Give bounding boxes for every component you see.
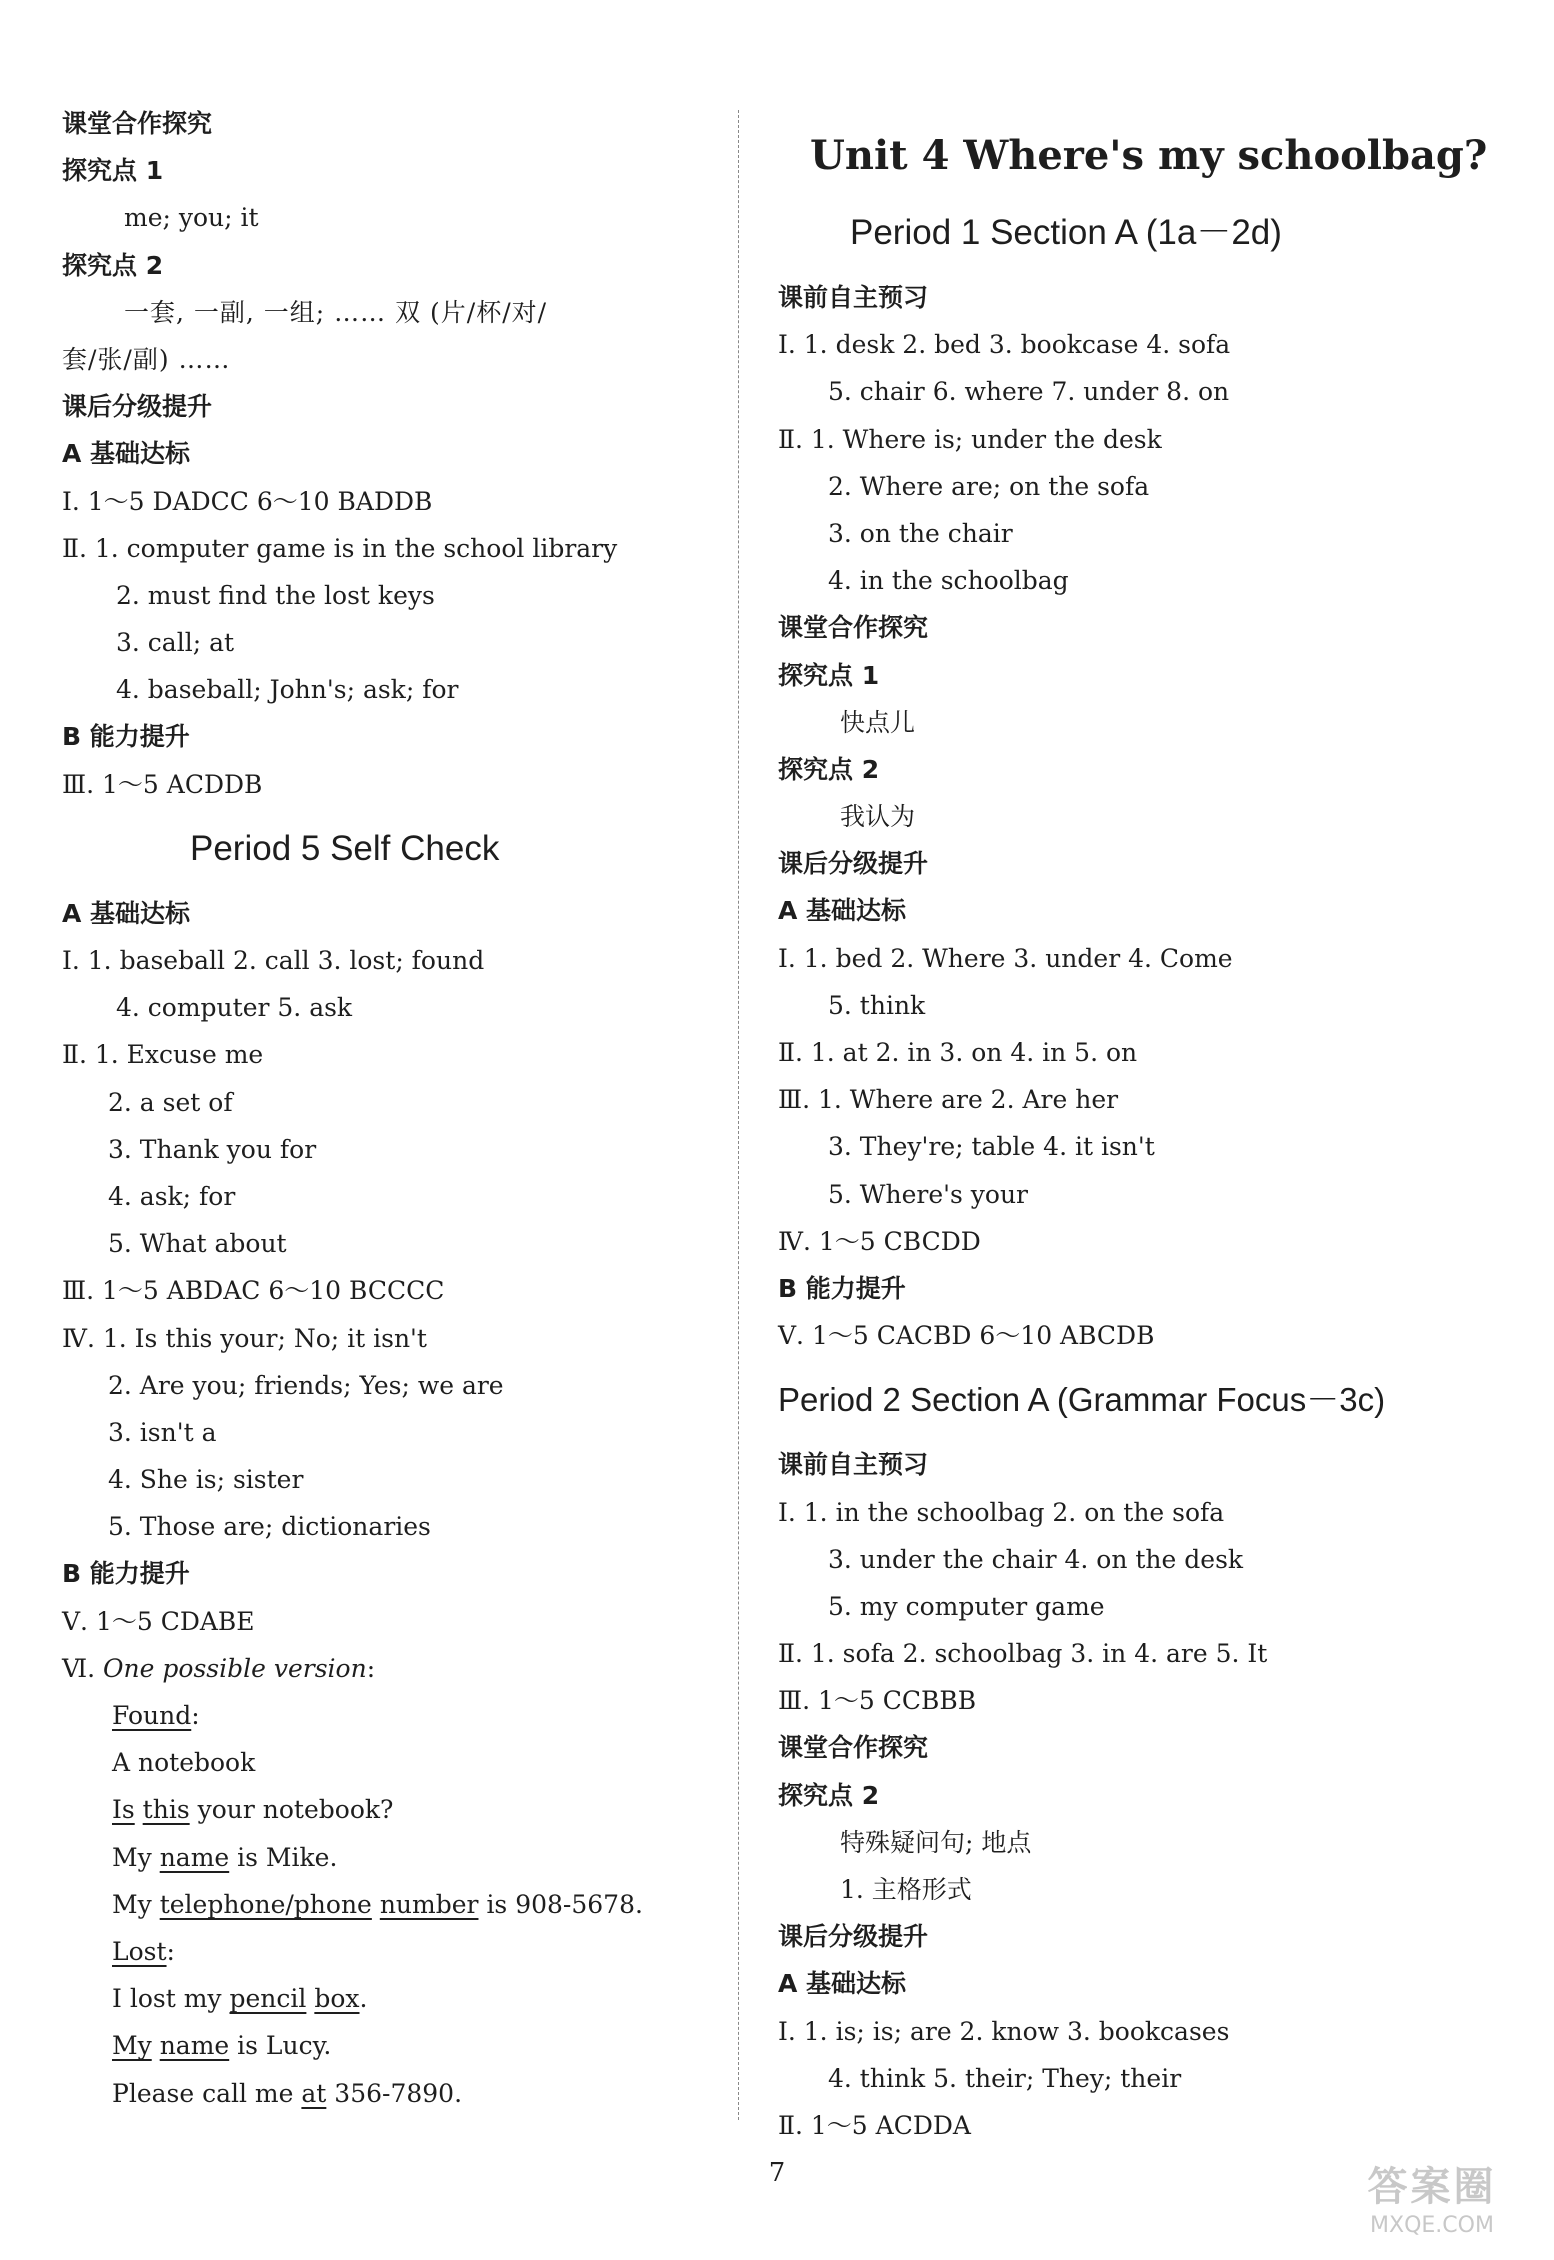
answer-line: 3. under the chair 4. on the desk bbox=[828, 1544, 1244, 1574]
answer-line: Ⅳ. 1. Is this your; No; it isn't bbox=[62, 1323, 427, 1353]
period-title: Period 1 Section A (1a－2d) bbox=[850, 213, 1282, 252]
blank-word: at bbox=[301, 2078, 327, 2108]
answer-line bbox=[62, 1834, 702, 1881]
answer-line: Ⅴ. 1～5 CACBD 6～10 ABCDB bbox=[778, 1321, 1155, 1351]
answer-line: Ⅱ. 1～5 ACDDA bbox=[778, 2110, 971, 2140]
text-fragment: I lost my bbox=[112, 1984, 222, 2014]
text-fragment: Please call me bbox=[112, 2078, 294, 2108]
blank-word: telephone/phone bbox=[159, 1889, 372, 1919]
answer-line: 5. think bbox=[828, 990, 926, 1020]
answer-line: 1. 主格形式 bbox=[840, 1875, 972, 1904]
answer-line: Ⅴ. 1～5 CDABE bbox=[62, 1606, 255, 1636]
answer-line bbox=[62, 2070, 702, 2117]
answer-line: me; you; it bbox=[124, 203, 259, 233]
text-fragment: your notebook? bbox=[197, 1795, 394, 1825]
blank-word: box bbox=[314, 1984, 360, 2014]
watermark-title: 答案圈 bbox=[1367, 2164, 1497, 2210]
level-heading: B 能力提升 bbox=[62, 722, 190, 752]
answer-line: 2. Are you; friends; Yes; we are bbox=[108, 1370, 504, 1400]
answer-line: 3. isn't a bbox=[108, 1417, 217, 1447]
subsection-heading: 探究点 2 bbox=[62, 250, 164, 280]
blank-word: name bbox=[159, 2031, 230, 2061]
found-heading: Found bbox=[112, 1701, 192, 1730]
answer-line: 一套, 一副, 一组; …… 双 (片/杯/对/ bbox=[124, 297, 548, 327]
answer-line: Found: bbox=[112, 1701, 200, 1730]
text-fragment: is 908-5678. bbox=[486, 1889, 643, 1919]
text-fragment: My bbox=[112, 1889, 152, 1919]
answer-line: 5. Where's your bbox=[828, 1179, 1029, 1209]
version-label: One possible version bbox=[103, 1653, 367, 1683]
period-title: Period 5 Self Check bbox=[190, 828, 500, 868]
answer-line: 2. must find the lost keys bbox=[116, 580, 435, 610]
section-heading: 课堂合作探究 bbox=[62, 109, 213, 138]
subsection-heading: 探究点 1 bbox=[778, 660, 880, 690]
answer-line: Ⅲ. 1. Where are 2. Are her bbox=[778, 1085, 1119, 1115]
answer-line: Ⅲ. 1～5 ABDAC 6～10 BCCCC bbox=[62, 1276, 445, 1306]
answer-line bbox=[62, 2022, 702, 2069]
answer-line: 5. my computer game bbox=[828, 1591, 1105, 1621]
level-heading: A 基础达标 bbox=[778, 896, 907, 926]
answer-line: Ⅱ. 1. Where is; under the desk bbox=[778, 424, 1162, 454]
text-fragment: 356-7890. bbox=[334, 2078, 463, 2108]
answer-line: 5. Those are; dictionaries bbox=[108, 1512, 431, 1542]
level-heading: A 基础达标 bbox=[778, 1969, 907, 1999]
level-heading: B 能力提升 bbox=[62, 1559, 190, 1589]
answer-line: 4. baseball; John's; ask; for bbox=[116, 675, 459, 705]
section-heading: 课后分级提升 bbox=[778, 849, 929, 879]
answer-line: 2. a set of bbox=[108, 1087, 233, 1117]
answer-line: 3. call; at bbox=[116, 628, 235, 658]
subsection-heading: 探究点 2 bbox=[778, 754, 880, 784]
answer-line: 4. She is; sister bbox=[108, 1465, 304, 1495]
answer-line: 我认为 bbox=[840, 802, 916, 832]
answer-line: Ⅱ. 1. Excuse me bbox=[62, 1040, 264, 1070]
answer-line: Ⅰ. 1～5 DADCC 6～10 BADDB bbox=[62, 486, 433, 516]
answer-line: Ⅵ. One possible version: bbox=[62, 1653, 376, 1683]
section-heading: 课堂合作探究 bbox=[778, 613, 929, 643]
answer-line: Ⅰ. 1. in the schoolbag 2. on the sofa bbox=[778, 1497, 1225, 1527]
section-heading: 课堂合作探究 bbox=[778, 1733, 929, 1763]
answer-line: Ⅲ. 1～5 ACDDB bbox=[62, 769, 263, 799]
answer-line: 4. in the schoolbag bbox=[828, 566, 1069, 596]
text-fragment: is Mike. bbox=[237, 1842, 338, 1872]
answer-line: Ⅱ. 1. computer game is in the school library bbox=[62, 533, 618, 563]
blank-word: this bbox=[142, 1795, 190, 1825]
answer-line: 3. on the chair bbox=[828, 518, 1013, 548]
section-heading: 课后分级提升 bbox=[778, 1922, 929, 1952]
page-number: 7 bbox=[768, 2158, 786, 2188]
subsection-heading: 探究点 1 bbox=[62, 156, 164, 186]
answer-line: 快点儿 bbox=[840, 707, 916, 737]
answer-line: Ⅱ. 1. sofa 2. schoolbag 3. in 4. are 5. It bbox=[778, 1639, 1268, 1669]
blank-word: name bbox=[159, 1842, 230, 1872]
answer-line: 4. ask; for bbox=[108, 1181, 236, 1211]
blank-word: number bbox=[379, 1889, 479, 1919]
watermark-logo bbox=[1332, 2162, 1532, 2252]
answer-line: 4. think 5. their; They; their bbox=[828, 2063, 1182, 2093]
period-title: Period 2 Section A (Grammar Focus－3c) bbox=[778, 1381, 1386, 1419]
answer-line bbox=[62, 1881, 702, 1928]
answer-line: Ⅰ. 1. desk 2. bed 3. bookcase 4. sofa bbox=[778, 330, 1231, 360]
answer-line: 套/张/副) …… bbox=[62, 344, 231, 374]
section-heading: 课前自主预习 bbox=[778, 1450, 929, 1480]
column-divider bbox=[738, 110, 739, 2120]
section-heading: 课前自主预习 bbox=[778, 283, 929, 312]
roman-numeral: Ⅵ. bbox=[62, 1653, 96, 1683]
answer-line: Ⅱ. 1. at 2. in 3. on 4. in 5. on bbox=[778, 1038, 1138, 1067]
answer-line: Ⅰ. 1. bed 2. Where 3. under 4. Come bbox=[778, 943, 1233, 973]
section-heading: 课后分级提升 bbox=[62, 392, 213, 422]
answer-line: 5. What about bbox=[108, 1229, 287, 1259]
subsection-heading: 探究点 2 bbox=[778, 1780, 880, 1810]
level-heading: A 基础达标 bbox=[62, 439, 191, 469]
answer-line: 2. Where are; on the sofa bbox=[828, 471, 1150, 501]
answer-line: Ⅳ. 1～5 CBCDD bbox=[778, 1226, 981, 1256]
answer-line: Ⅲ. 1～5 CCBBB bbox=[778, 1686, 977, 1716]
answer-line bbox=[62, 1786, 702, 1833]
watermark-url: MXQE.COM bbox=[1370, 2213, 1494, 2238]
level-heading: B 能力提升 bbox=[778, 1273, 906, 1303]
unit-title: Unit 4 Where's my schoolbag? bbox=[810, 132, 1488, 179]
answer-line: A notebook bbox=[112, 1748, 256, 1778]
lost-heading: Lost bbox=[112, 1936, 167, 1966]
level-heading: A 基础达标 bbox=[62, 898, 191, 928]
answer-line: Ⅰ. 1. baseball 2. call 3. lost; found bbox=[62, 946, 485, 975]
answer-line: 5. chair 6. where 7. under 8. on bbox=[828, 377, 1230, 407]
blank-word: Is bbox=[112, 1795, 135, 1825]
text-fragment: My bbox=[112, 1842, 152, 1872]
blank-word: My bbox=[112, 2031, 152, 2061]
blank-word: pencil bbox=[229, 1984, 307, 2014]
text-fragment: is Lucy. bbox=[237, 2031, 332, 2061]
answer-line: 特殊疑问句; 地点 bbox=[840, 1827, 1032, 1857]
left-column bbox=[62, 100, 702, 2117]
answer-line: 3. They're; table 4. it isn't bbox=[828, 1132, 1155, 1162]
answer-line: Ⅰ. 1. is; is; are 2. know 3. bookcases bbox=[778, 2016, 1230, 2046]
answer-line: Lost: bbox=[112, 1936, 175, 1966]
answer-line: I lost my pencil box. bbox=[112, 1984, 368, 2014]
answer-line: 3. Thank you for bbox=[108, 1134, 317, 1164]
right-column bbox=[778, 100, 1488, 2149]
answer-line: 4. computer 5. ask bbox=[116, 993, 353, 1023]
